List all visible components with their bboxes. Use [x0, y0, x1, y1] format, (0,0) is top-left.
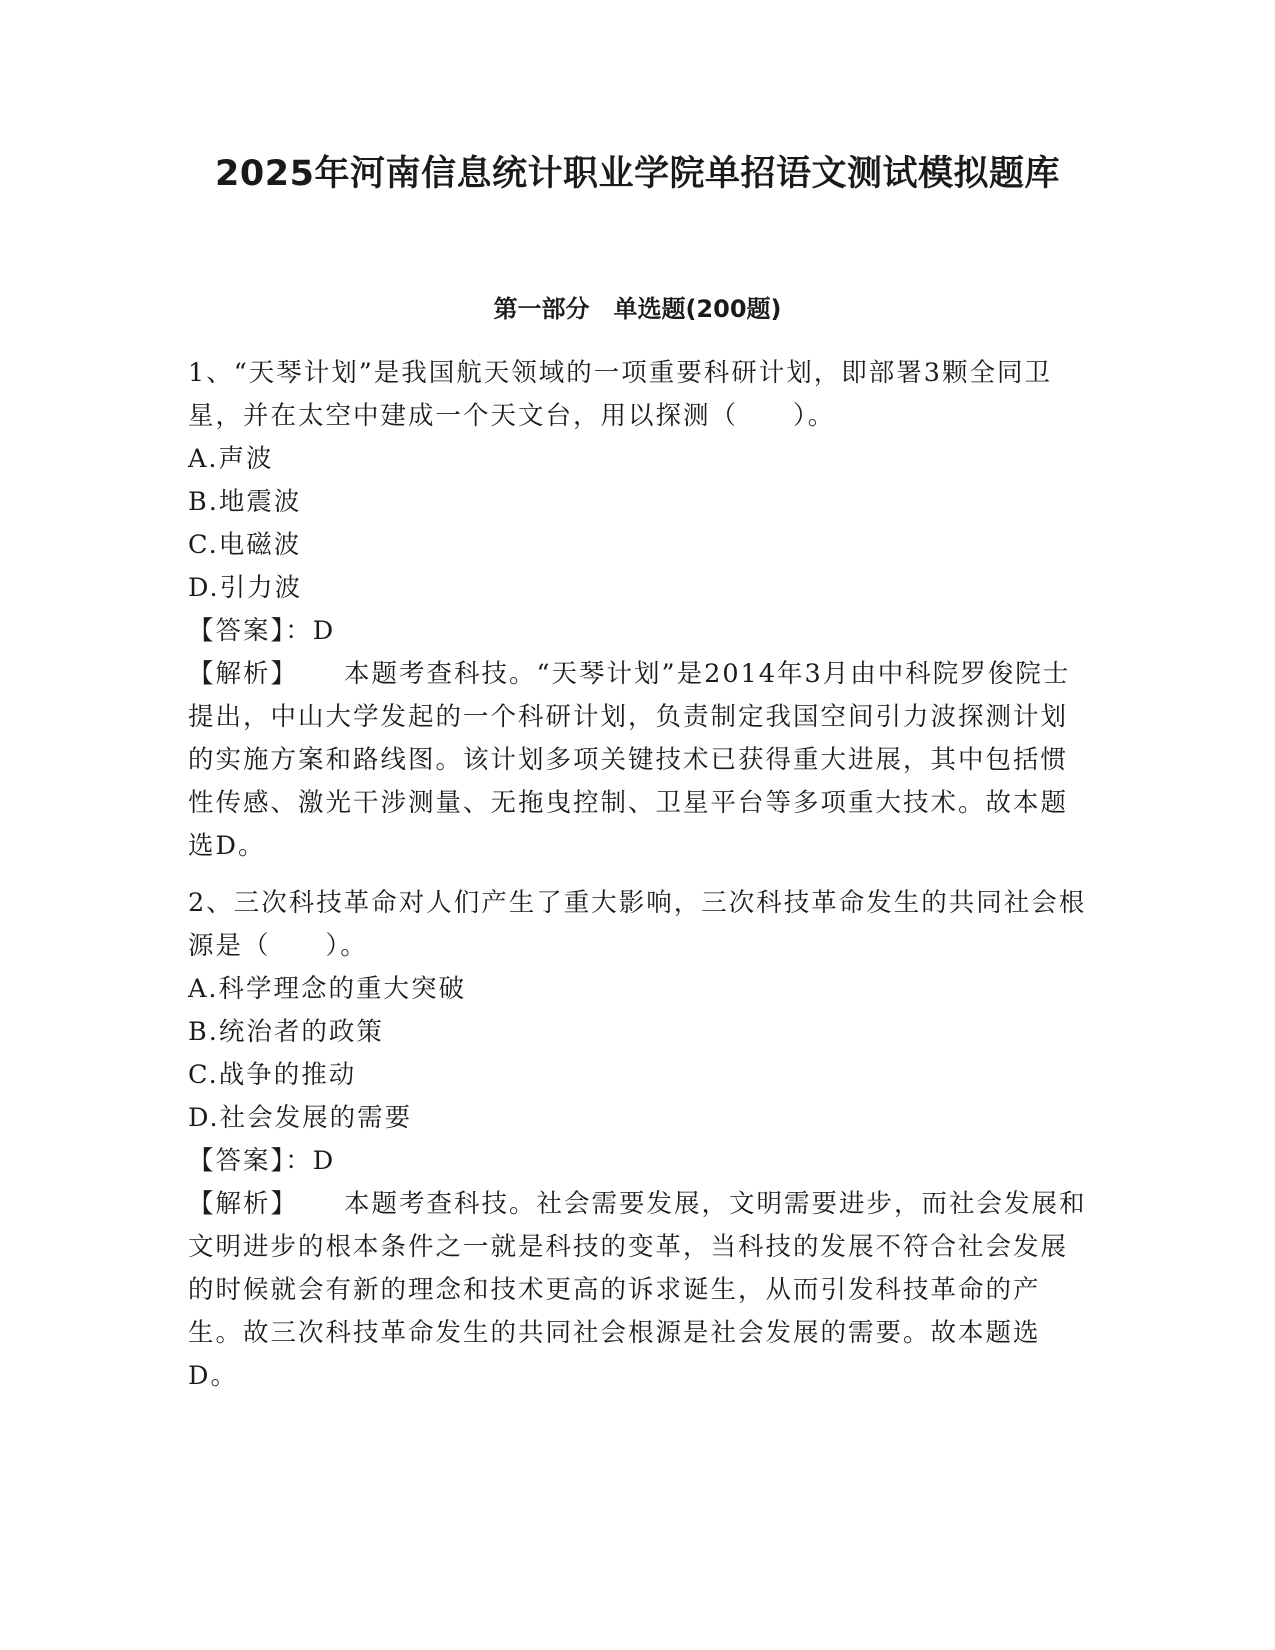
answer-value: D: [312, 1146, 336, 1176]
question-text: “天琴计划”是我国航天领域的一项重要科研计划，即部署3颗全同卫星，并在太空中建成一个天文台，用以探测（ ）。: [188, 358, 1053, 431]
answer-line: [188, 1140, 1088, 1183]
answer-line: [188, 610, 1088, 653]
answer-label: 【答案】：: [188, 616, 313, 646]
question-stem: [188, 882, 1088, 968]
option-b: B.地震波: [188, 487, 302, 517]
question-number: 2、: [188, 888, 234, 918]
option-b: B.统治者的政策: [188, 1017, 384, 1047]
analysis-label: 【解析】: [188, 1189, 299, 1219]
question-1: [188, 352, 1088, 868]
question-stem: [188, 352, 1088, 438]
section-title: 第一部分 单选题(200题): [493, 295, 782, 323]
option-c: C.战争的推动: [188, 1060, 357, 1090]
analysis-text: 本题考查科技。“天琴计划”是2014年3月由中科院罗俊院士提出，中山大学发起的一个科研计划，负责制定我国空间引力波探测计划的实施方案和路线图。该计划多项关键技术已获得重大进展，其中包括惯性传感、激光干涉测量、无拖曳控制、卫星平台等多项重大技术。故本题选D。: [188, 659, 1071, 861]
option-a: A.声波: [188, 444, 274, 474]
analysis-label: 【解析】: [188, 659, 299, 689]
analysis-text: 本题考查科技。社会需要发展，文明需要进步，而社会发展和文明进步的根本条件之一就是科技的变革，当科技的发展不符合社会发展的时候就会有新的理念和技术更高的诉求诞生，从而引发科技革命的产生。故三次科技革命发生的共同社会根源是社会发展的需要。故本题选D。: [188, 1189, 1087, 1391]
analysis-block: [188, 653, 1088, 868]
question-list: [188, 352, 1088, 1398]
question-number: 1、: [188, 358, 234, 388]
answer-value: D: [312, 616, 336, 646]
option-d: D.社会发展的需要: [188, 1103, 413, 1133]
analysis-block: [188, 1183, 1088, 1398]
question-text: 三次科技革命对人们产生了重大影响，三次科技革命发生的共同社会根源是（ ）。: [188, 888, 1087, 961]
answer-label: 【答案】：: [188, 1146, 313, 1176]
question-2: [188, 882, 1088, 1398]
option-d: D.引力波: [188, 573, 303, 603]
document-title: 2025年河南信息统计职业学院单招语文测试模拟题库: [215, 154, 1060, 194]
option-c: C.电磁波: [188, 530, 302, 560]
option-a: A.科学理念的重大突破: [188, 974, 467, 1004]
